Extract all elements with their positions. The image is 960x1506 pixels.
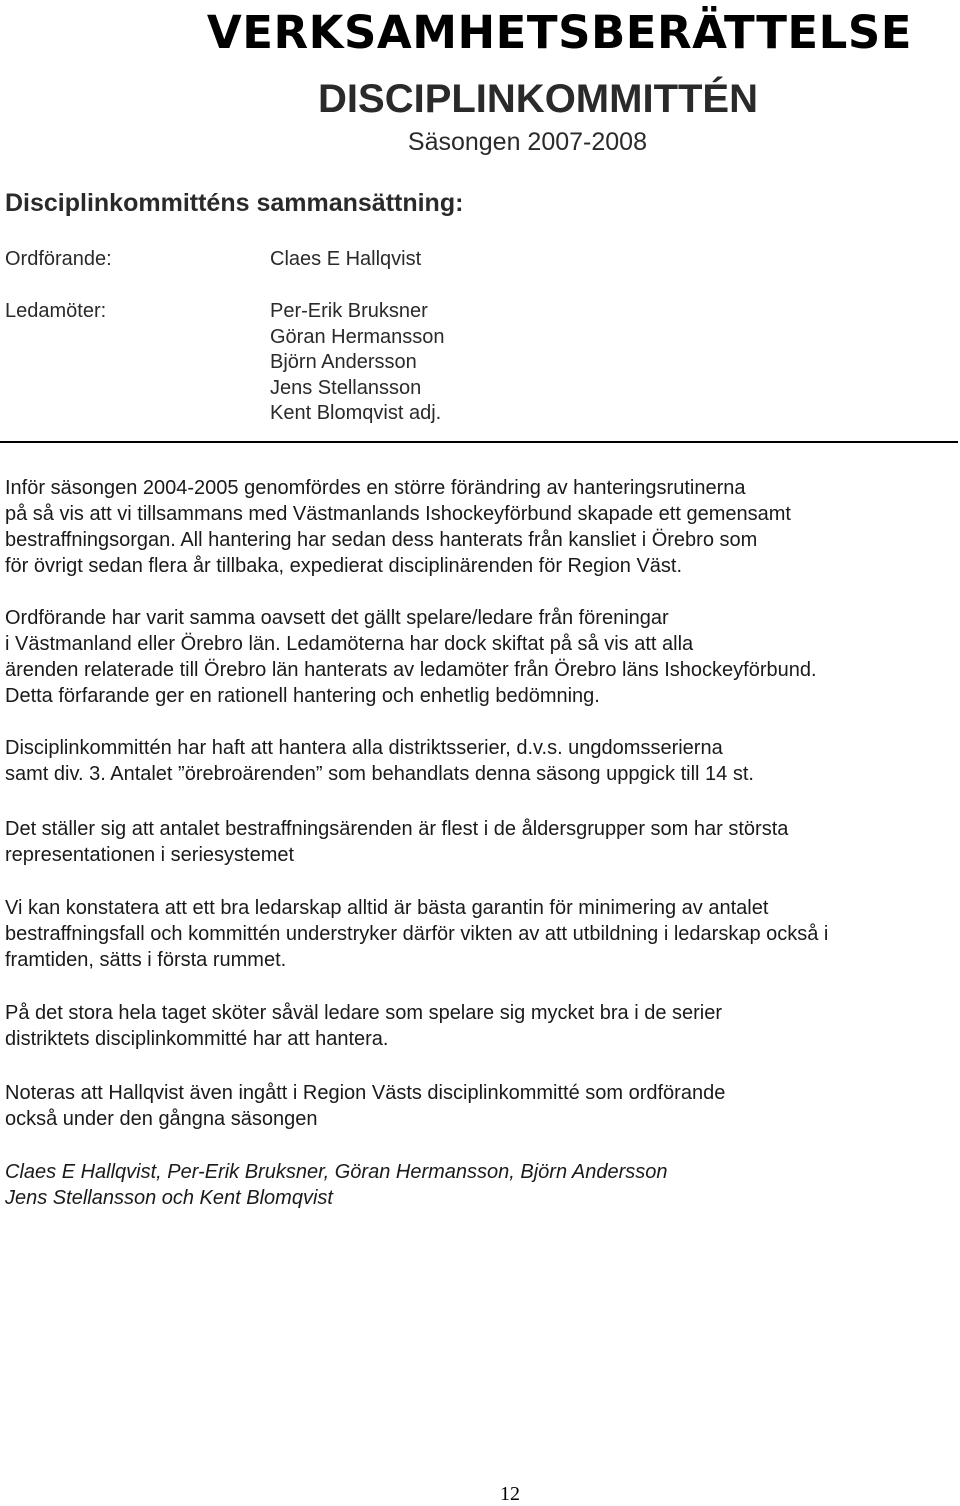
member-name: Kent Blomqvist adj. <box>270 402 442 424</box>
members-label: Ledamöter: <box>5 300 107 322</box>
paragraph-leadership <box>5 895 950 973</box>
member-name: Björn Andersson <box>270 351 417 373</box>
text-line: distriktets disciplinkommitté har att hantera. <box>5 1028 389 1050</box>
text-line: Disciplinkommittén har haft att hantera alla distriktsserier, d.v.s. ungdomsserierna <box>5 737 723 759</box>
paragraph-chair <box>5 605 950 709</box>
text-line: bestraffningsfall och kommittén understryker därför vikten av att utbildning i ledarskap också i <box>5 923 829 945</box>
text-line: också under den gångna säsongen <box>5 1108 318 1130</box>
composition-heading: Disciplinkommitténs sammansättning: <box>5 189 464 217</box>
text-line: samt div. 3. Antalet ”örebroärenden” som behandlats denna säsong uppgick till 14 st. <box>5 763 754 785</box>
page-number: 12 <box>500 1483 520 1505</box>
chair-name-block <box>270 247 421 273</box>
paragraph-region-vast <box>5 1080 950 1132</box>
member-name: Göran Hermansson <box>270 325 445 348</box>
season-label: Säsongen 2007-2008 <box>407 128 647 156</box>
text-line: Inför säsongen 2004-2005 genomfördes en större förändring av hanteringsrutinerna <box>5 477 746 499</box>
signature-line: Claes E Hallqvist, Per-Erik Bruksner, Göran Hermansson, Björn Andersson <box>5 1161 668 1183</box>
member-name: Per-Erik Bruksner <box>270 300 428 322</box>
text-line: Noteras att Hallqvist även ingått i Region Västs disciplinkommitté som ordförande <box>5 1082 726 1104</box>
paragraph-organisation <box>5 475 950 579</box>
document-title: VERKSAMHETSBERÄTTELSE <box>206 6 912 59</box>
text-line: på så vis att vi tillsammans med Västmanlands Ishockeyförbund skapade ett gemensamt <box>5 503 791 525</box>
text-line: representationen i seriesystemet <box>5 844 295 866</box>
committee-title: DISCIPLINKOMMITTÉN <box>318 77 758 121</box>
text-line: framtiden, sätts i första rummet. <box>5 949 287 971</box>
text-line: bestraffningsorgan. All hantering har sedan dess hanterats från kansliet i Örebro som <box>5 529 758 551</box>
text-line: Det ställer sig att antalet bestraffningsärenden är flest i de åldersgrupper som har största <box>5 818 789 840</box>
section-divider <box>0 441 958 443</box>
text-line: Ordförande har varit samma oavsett det gällt spelare/ledare från föreningar <box>5 607 669 629</box>
signature-line: Jens Stellansson och Kent Blomqvist <box>5 1187 333 1209</box>
chair-label: Ordförande: <box>5 248 112 270</box>
text-line: På det stora hela taget sköter såväl ledare som spelare sig mycket bra i de serier <box>5 1002 723 1024</box>
text-line: Detta förfarande ger en rationell hantering och enhetlig bedömning. <box>5 685 600 707</box>
paragraph-overall <box>5 1000 950 1052</box>
chair-name: Claes E Hallqvist <box>270 248 422 270</box>
signature-block <box>5 1159 668 1211</box>
paragraph-age-groups <box>5 816 950 868</box>
paragraph-series <box>5 735 950 787</box>
member-name: Jens Stellansson <box>270 376 422 399</box>
text-line: för övrigt sedan flera år tillbaka, expedierat disciplinärenden för Region Väst. <box>5 555 683 577</box>
members-list <box>270 299 445 427</box>
text-line: i Västmanland eller Örebro län. Ledamöterna har dock skiftat på så vis att alla <box>5 633 694 655</box>
text-line: Vi kan konstatera att ett bra ledarskap alltid är bästa garantin för minimering av antalet <box>5 897 769 919</box>
text-line: ärenden relaterade till Örebro län hanterats av ledamöter från Örebro läns Ishockeyförbund. <box>5 659 817 681</box>
